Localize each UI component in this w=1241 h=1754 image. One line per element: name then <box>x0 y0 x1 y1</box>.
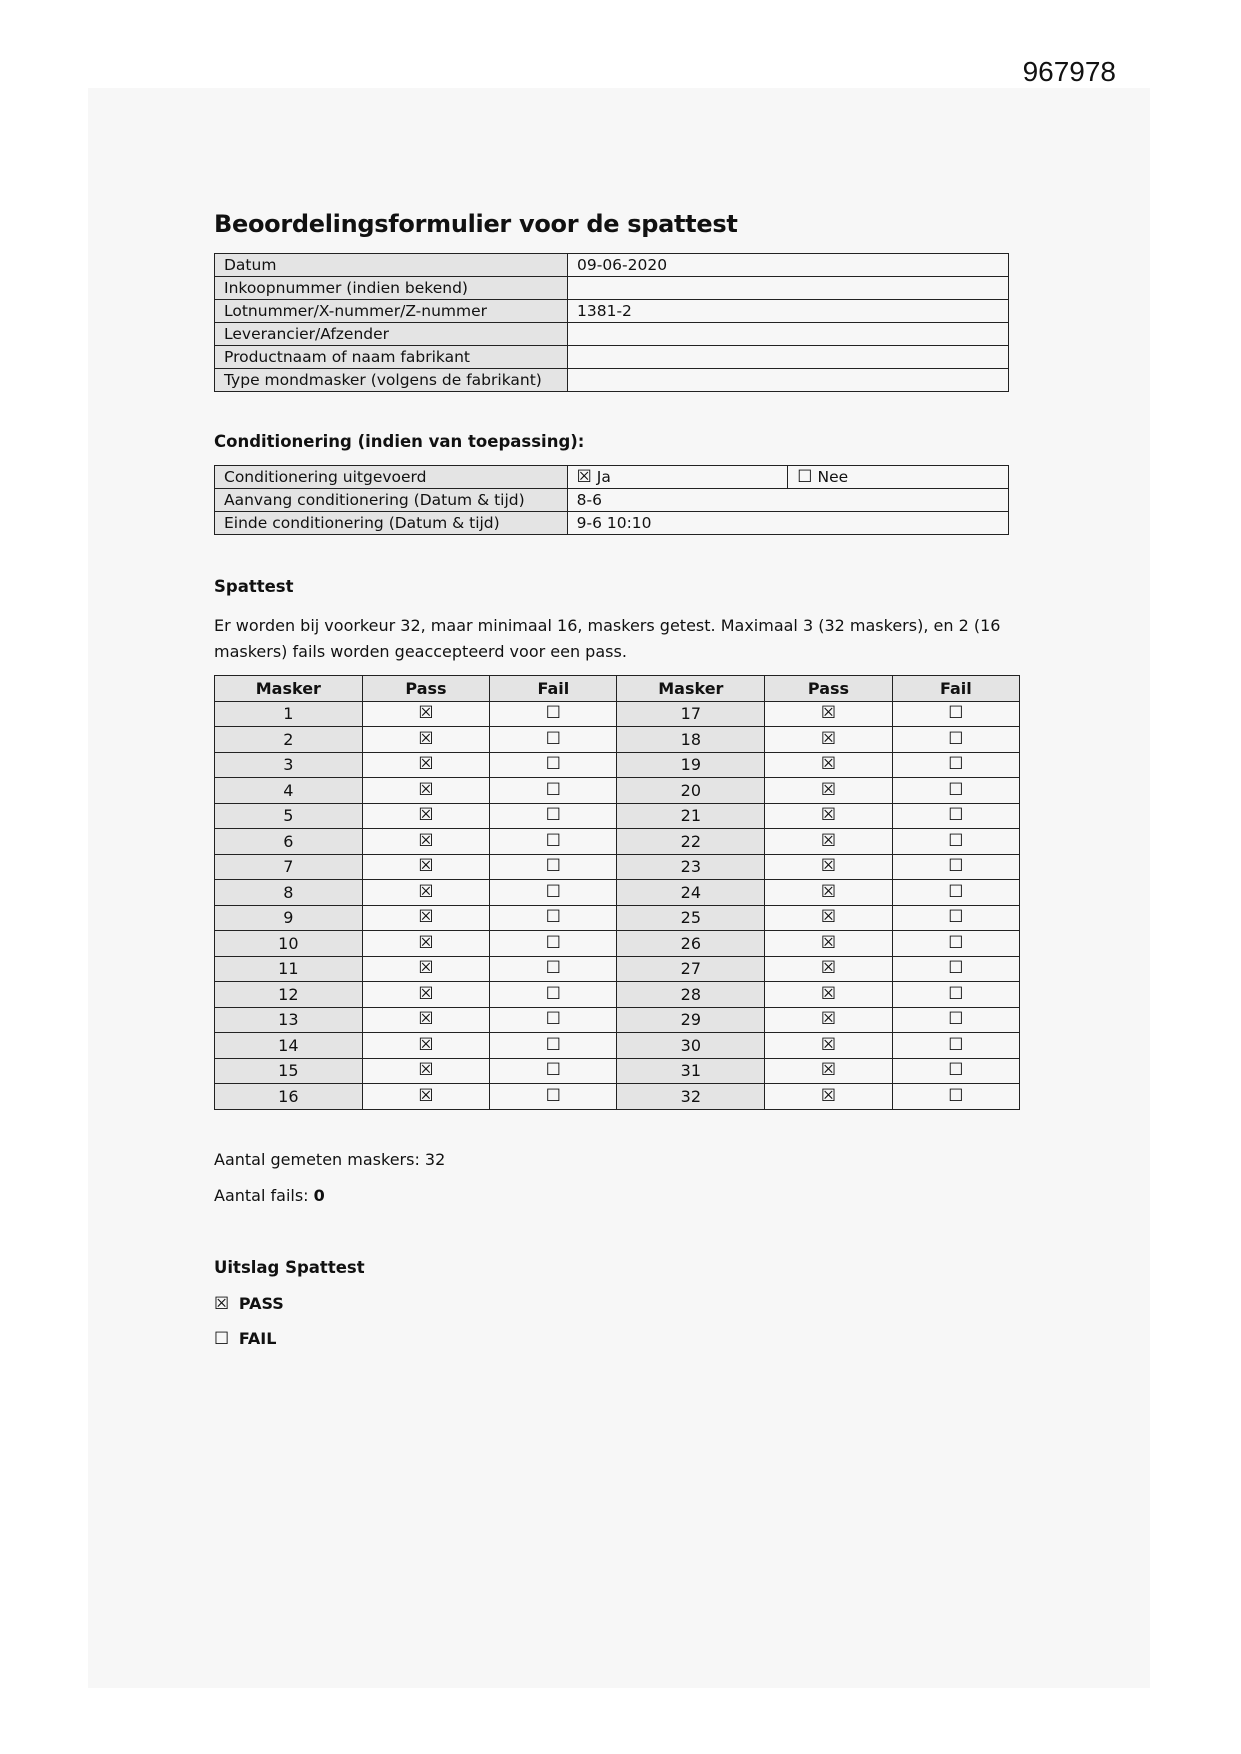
fail-checkbox[interactable]: ☐ <box>490 1058 617 1084</box>
summary <box>214 1150 1034 1205</box>
pass-checkbox[interactable]: ☒ <box>362 701 490 727</box>
mask-number: 1 <box>215 701 363 727</box>
fail-checkbox[interactable]: ☐ <box>490 727 617 753</box>
pass-checkbox[interactable]: ☒ <box>362 956 490 982</box>
conditioning-no-label: Nee <box>817 468 849 486</box>
result-pass-option[interactable] <box>214 1294 1034 1313</box>
mask-number: 30 <box>617 1033 765 1059</box>
form-page <box>214 210 1034 1364</box>
spattest-description: Er worden bij voorkeur 32, maar minimaal 16, maskers getest. Maximaal 3 (32 maskers), en 2 (16 maskers) fails worden geaccepteerd voor een pass. <box>214 616 1001 661</box>
fail-checkbox[interactable]: ☐ <box>892 727 1019 753</box>
mask-row <box>215 803 1020 829</box>
mask-row <box>215 778 1020 804</box>
fail-checkbox[interactable]: ☐ <box>892 931 1019 957</box>
info-value[interactable]: 09-06-2020 <box>568 254 1009 277</box>
fail-checkbox[interactable]: ☐ <box>490 829 617 855</box>
pass-checkbox[interactable]: ☒ <box>765 880 893 906</box>
info-label: Inkoopnummer (indien bekend) <box>215 277 568 300</box>
mask-row <box>215 982 1020 1008</box>
mask-results-table <box>214 675 1020 1110</box>
info-label: Productnaam of naam fabrikant <box>215 346 568 369</box>
info-value[interactable]: 1381-2 <box>568 300 1009 323</box>
mask-number: 18 <box>617 727 765 753</box>
pass-checkbox[interactable]: ☒ <box>362 982 490 1008</box>
info-label: Leverancier/Afzender <box>215 323 568 346</box>
mask-row <box>215 1007 1020 1033</box>
pass-checkbox[interactable]: ☒ <box>362 1033 490 1059</box>
mask-number: 2 <box>215 727 363 753</box>
mask-number: 15 <box>215 1058 363 1084</box>
pass-checkbox[interactable]: ☒ <box>765 829 893 855</box>
mask-number: 28 <box>617 982 765 1008</box>
fail-checkbox[interactable]: ☐ <box>892 778 1019 804</box>
mask-number: 23 <box>617 854 765 880</box>
fail-checkbox[interactable]: ☐ <box>490 778 617 804</box>
col-masker-left: Masker <box>215 676 363 702</box>
checked-box-icon[interactable]: ☒ <box>214 1293 230 1314</box>
pass-checkbox[interactable]: ☒ <box>765 982 893 1008</box>
pass-checkbox[interactable]: ☒ <box>765 905 893 931</box>
col-pass-left: Pass <box>362 676 490 702</box>
pass-checkbox[interactable]: ☒ <box>362 1058 490 1084</box>
mask-number: 6 <box>215 829 363 855</box>
col-masker-right: Masker <box>617 676 765 702</box>
info-value[interactable] <box>568 369 1009 392</box>
pass-checkbox[interactable]: ☒ <box>765 778 893 804</box>
fails-count <box>214 1186 1034 1205</box>
pass-checkbox[interactable]: ☒ <box>362 1084 490 1110</box>
conditioning-no-option[interactable] <box>788 466 1009 489</box>
conditioning-end-label: Einde conditionering (Datum & tijd) <box>215 512 568 535</box>
conditioning-performed-row <box>215 466 1009 489</box>
pass-checkbox[interactable]: ☒ <box>765 931 893 957</box>
fail-checkbox[interactable]: ☐ <box>892 854 1019 880</box>
pass-checkbox[interactable]: ☒ <box>765 1033 893 1059</box>
mask-number: 22 <box>617 829 765 855</box>
info-row <box>215 277 1009 300</box>
pass-checkbox[interactable]: ☒ <box>765 956 893 982</box>
col-fail-right: Fail <box>892 676 1019 702</box>
fail-checkbox[interactable]: ☐ <box>892 803 1019 829</box>
pass-checkbox[interactable]: ☒ <box>765 803 893 829</box>
fail-checkbox[interactable]: ☐ <box>892 752 1019 778</box>
fail-checkbox[interactable]: ☐ <box>892 1033 1019 1059</box>
conditioning-start-row <box>215 489 1009 512</box>
fail-checkbox[interactable]: ☐ <box>490 1084 617 1110</box>
pass-checkbox[interactable]: ☒ <box>362 829 490 855</box>
mask-number: 3 <box>215 752 363 778</box>
measured-count: Aantal gemeten maskers: 32 <box>214 1149 446 1169</box>
mask-number: 9 <box>215 905 363 931</box>
mask-number: 4 <box>215 778 363 804</box>
mask-number: 7 <box>215 854 363 880</box>
fail-checkbox[interactable]: ☐ <box>892 880 1019 906</box>
pass-checkbox[interactable]: ☒ <box>765 854 893 880</box>
fail-checkbox[interactable]: ☐ <box>490 905 617 931</box>
info-row <box>215 323 1009 346</box>
mask-number: 5 <box>215 803 363 829</box>
result-fail-option[interactable] <box>214 1329 1034 1348</box>
result-heading: Uitslag Spattest <box>214 1257 365 1277</box>
result-options <box>214 1294 1034 1348</box>
info-value[interactable] <box>568 346 1009 369</box>
mask-number: 14 <box>215 1033 363 1059</box>
unchecked-box-icon[interactable]: ☐ <box>214 1328 230 1349</box>
pass-checkbox[interactable]: ☒ <box>765 727 893 753</box>
fail-checkbox[interactable]: ☐ <box>490 982 617 1008</box>
fail-checkbox[interactable]: ☐ <box>892 1058 1019 1084</box>
mask-row <box>215 956 1020 982</box>
info-row <box>215 300 1009 323</box>
fail-checkbox[interactable]: ☐ <box>892 982 1019 1008</box>
info-label: Datum <box>215 254 568 277</box>
info-label: Lotnummer/X-nummer/Z-nummer <box>215 300 568 323</box>
pass-checkbox[interactable]: ☒ <box>362 880 490 906</box>
pass-checkbox[interactable]: ☒ <box>362 752 490 778</box>
mask-row <box>215 931 1020 957</box>
mask-row <box>215 880 1020 906</box>
fail-checkbox[interactable]: ☐ <box>892 829 1019 855</box>
fail-checkbox[interactable]: ☐ <box>892 905 1019 931</box>
mask-number: 32 <box>617 1084 765 1110</box>
result-fail-label: FAIL <box>238 1328 277 1348</box>
fail-checkbox[interactable]: ☐ <box>490 701 617 727</box>
pass-checkbox[interactable]: ☒ <box>362 803 490 829</box>
info-row <box>215 346 1009 369</box>
mask-number: 17 <box>617 701 765 727</box>
conditioning-yes-label: Ja <box>596 468 611 486</box>
col-pass-right: Pass <box>765 676 893 702</box>
mask-number: 26 <box>617 931 765 957</box>
mask-number: 13 <box>215 1007 363 1033</box>
mask-row <box>215 752 1020 778</box>
fail-checkbox[interactable]: ☐ <box>490 880 617 906</box>
mask-number: 29 <box>617 1007 765 1033</box>
fails-label: Aantal fails: <box>214 1185 314 1205</box>
mask-row <box>215 727 1020 753</box>
info-value[interactable] <box>568 277 1009 300</box>
conditioning-heading: Conditionering (indien van toepassing): <box>214 432 585 451</box>
pass-checkbox[interactable]: ☒ <box>765 1084 893 1110</box>
pass-checkbox[interactable]: ☒ <box>362 727 490 753</box>
checked-box-icon[interactable]: ☒ <box>576 467 592 487</box>
unchecked-box-icon[interactable]: ☐ <box>797 467 813 487</box>
pass-checkbox[interactable]: ☒ <box>765 1058 893 1084</box>
pass-checkbox[interactable]: ☒ <box>362 905 490 931</box>
mask-number: 21 <box>617 803 765 829</box>
mask-row <box>215 701 1020 727</box>
mask-number: 11 <box>215 956 363 982</box>
fail-checkbox[interactable]: ☐ <box>892 1007 1019 1033</box>
info-label: Type mondmasker (volgens de fabrikant) <box>215 369 568 392</box>
mask-row <box>215 829 1020 855</box>
mask-number: 31 <box>617 1058 765 1084</box>
pass-checkbox[interactable]: ☒ <box>362 931 490 957</box>
mask-number: 27 <box>617 956 765 982</box>
mask-number: 12 <box>215 982 363 1008</box>
mask-number: 16 <box>215 1084 363 1110</box>
pass-checkbox[interactable]: ☒ <box>362 1007 490 1033</box>
mask-number: 20 <box>617 778 765 804</box>
fail-checkbox[interactable]: ☐ <box>490 1007 617 1033</box>
pass-checkbox[interactable]: ☒ <box>765 1007 893 1033</box>
mask-row <box>215 1058 1020 1084</box>
conditioning-end-value[interactable]: 9-6 10:10 <box>567 512 1008 535</box>
mask-number: 10 <box>215 931 363 957</box>
fail-checkbox[interactable]: ☐ <box>490 956 617 982</box>
conditioning-end-row <box>215 512 1009 535</box>
fail-checkbox[interactable]: ☐ <box>490 931 617 957</box>
mask-row <box>215 854 1020 880</box>
mask-number: 8 <box>215 880 363 906</box>
mask-row <box>215 905 1020 931</box>
pass-checkbox[interactable]: ☒ <box>765 701 893 727</box>
mask-number: 25 <box>617 905 765 931</box>
fail-checkbox[interactable]: ☐ <box>490 854 617 880</box>
conditioning-yes-option[interactable] <box>567 466 788 489</box>
mask-row <box>215 1033 1020 1059</box>
mask-number: 24 <box>617 880 765 906</box>
pass-checkbox[interactable]: ☒ <box>362 778 490 804</box>
fail-checkbox[interactable]: ☐ <box>490 752 617 778</box>
info-row <box>215 254 1009 277</box>
info-table <box>214 253 1009 392</box>
pass-checkbox[interactable]: ☒ <box>362 854 490 880</box>
conditioning-start-value[interactable]: 8-6 <box>567 489 1008 512</box>
fail-checkbox[interactable]: ☐ <box>490 1033 617 1059</box>
fails-value: 0 <box>313 1185 325 1205</box>
conditioning-start-label: Aanvang conditionering (Datum & tijd) <box>215 489 568 512</box>
fail-checkbox[interactable]: ☐ <box>490 803 617 829</box>
col-fail-left: Fail <box>490 676 617 702</box>
document-number: 967978 <box>1022 56 1116 87</box>
mask-table-header <box>215 676 1020 702</box>
conditioning-performed-label: Conditionering uitgevoerd <box>215 466 568 489</box>
conditioning-table <box>214 465 1009 535</box>
info-row <box>215 369 1009 392</box>
result-pass-label: PASS <box>238 1293 284 1313</box>
pass-checkbox[interactable]: ☒ <box>765 752 893 778</box>
fail-checkbox[interactable]: ☐ <box>892 701 1019 727</box>
info-value[interactable] <box>568 323 1009 346</box>
form-title: Beoordelingsformulier voor de spattest <box>214 210 738 238</box>
spattest-heading: Spattest <box>214 577 294 596</box>
mask-number: 19 <box>617 752 765 778</box>
fail-checkbox[interactable]: ☐ <box>892 956 1019 982</box>
fail-checkbox[interactable]: ☐ <box>892 1084 1019 1110</box>
mask-row <box>215 1084 1020 1110</box>
